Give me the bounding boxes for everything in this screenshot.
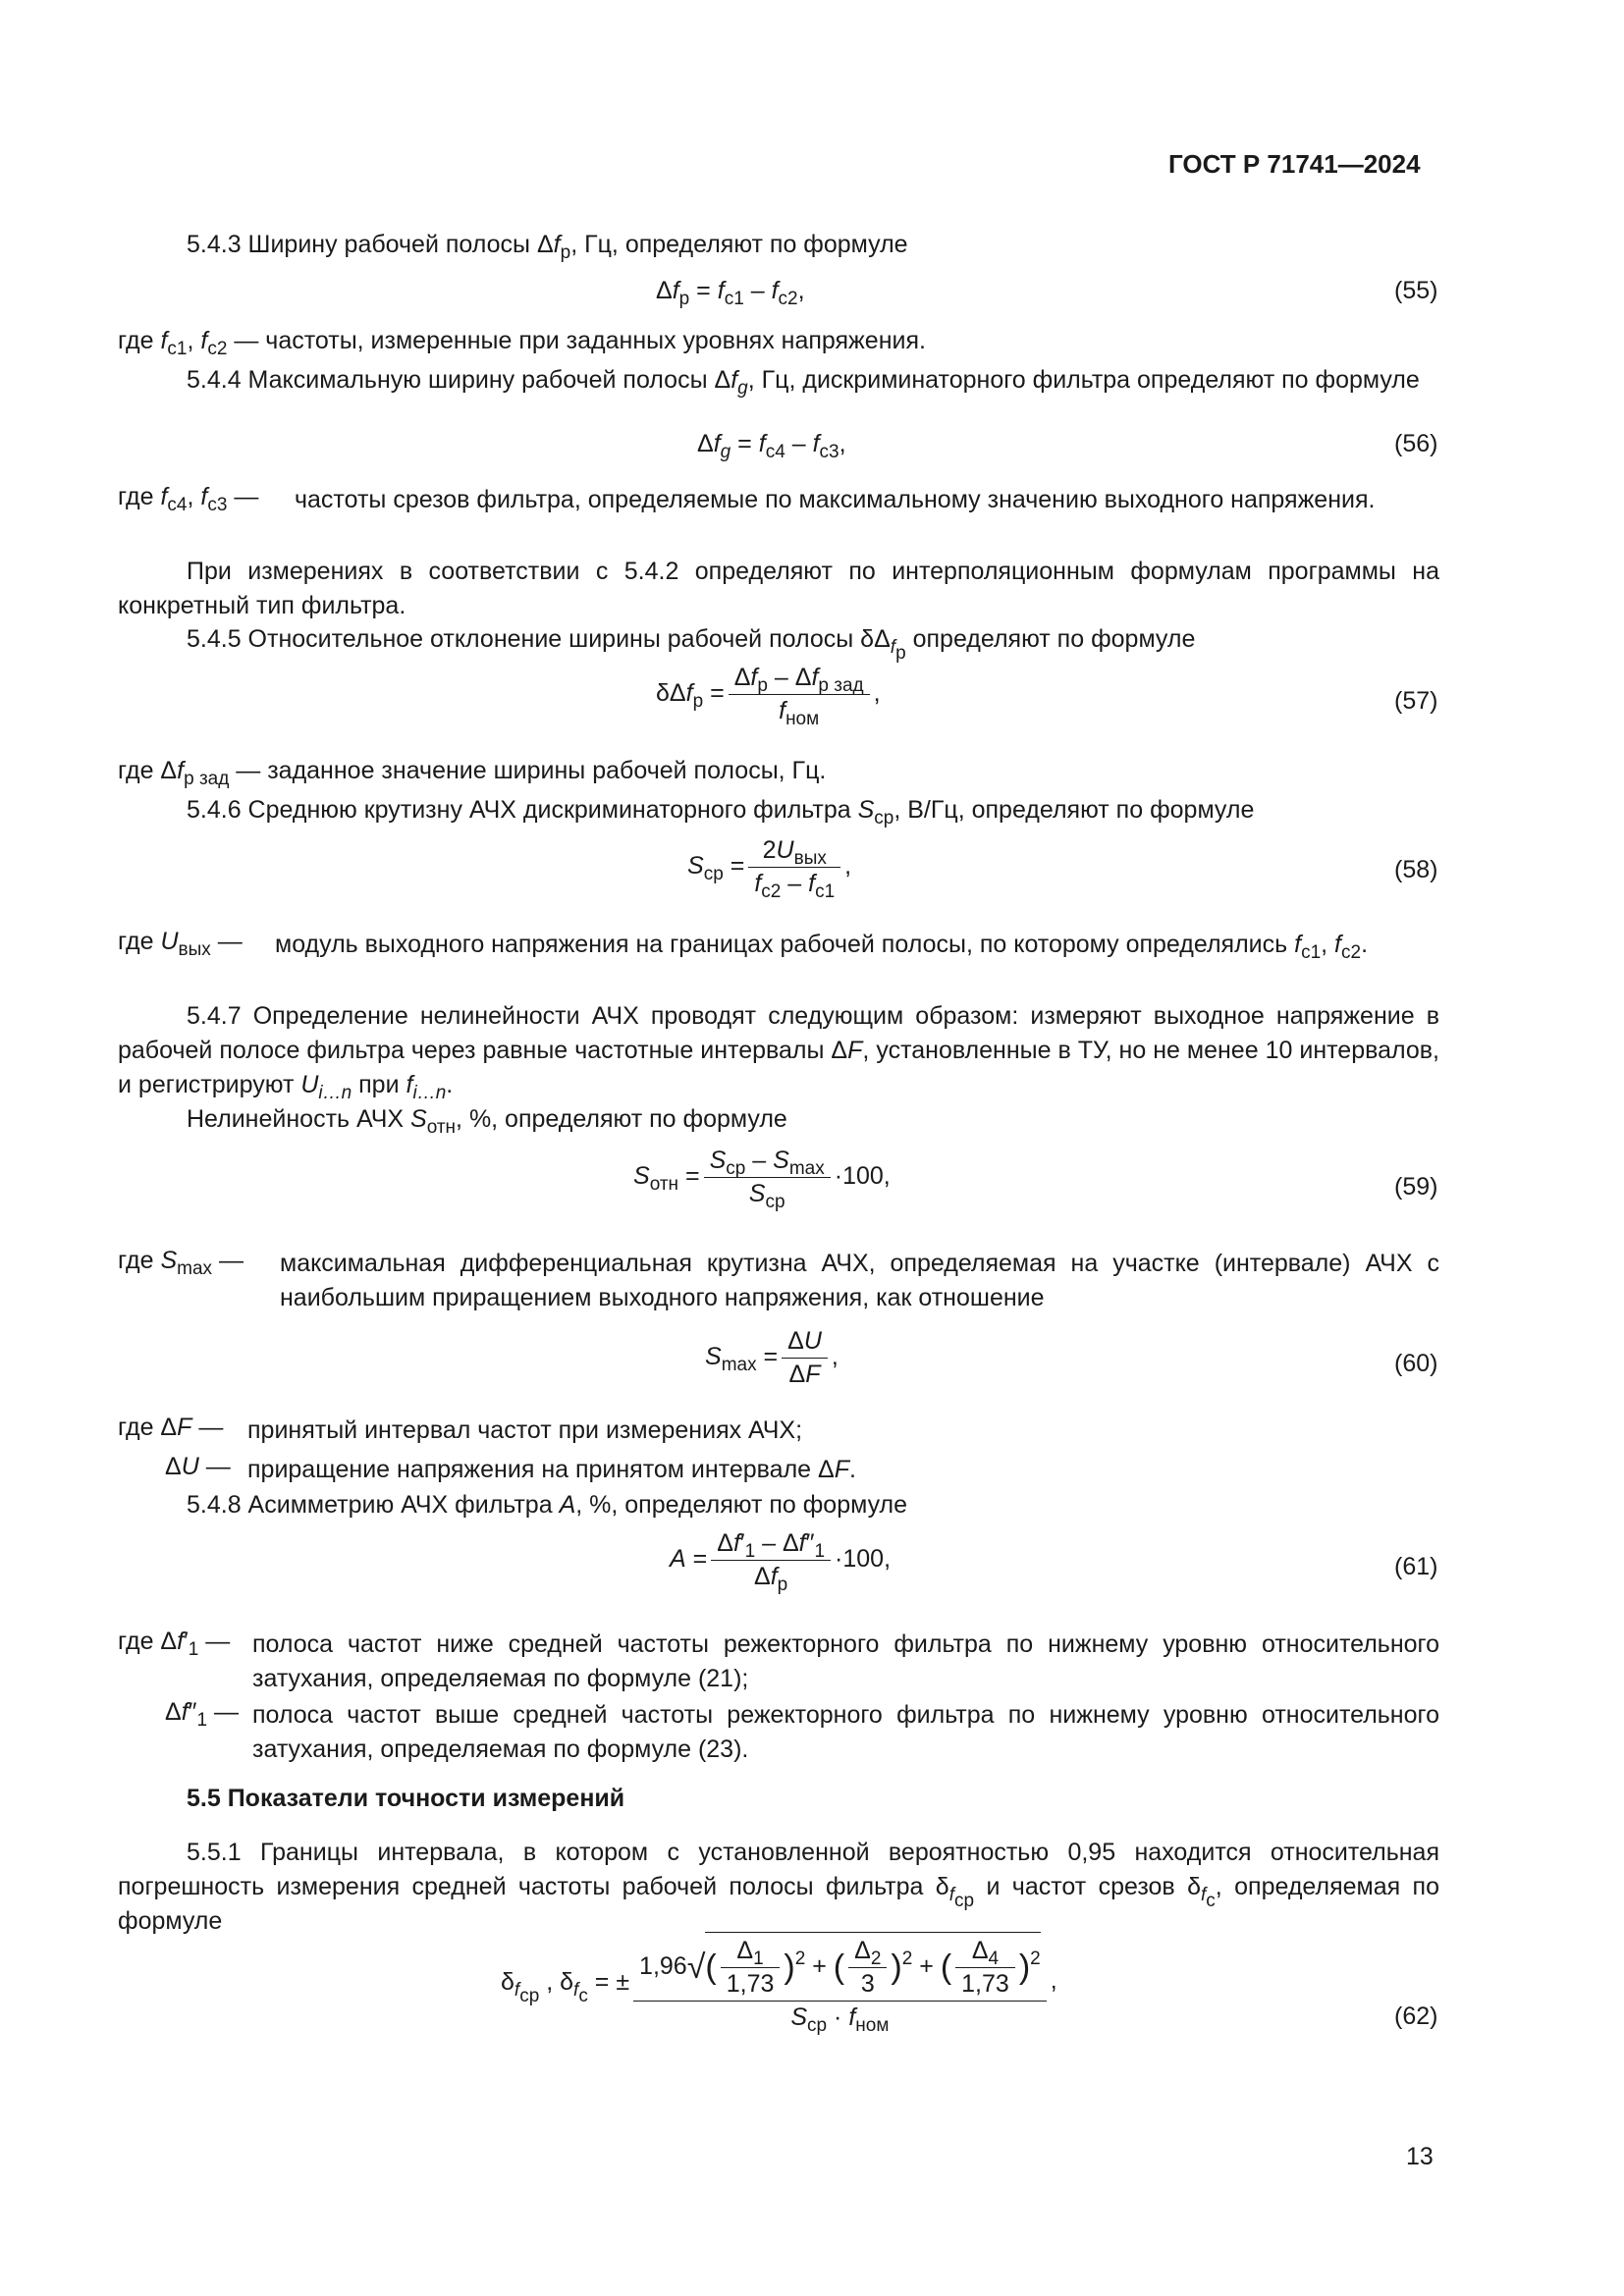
definition-57: где $\Delta f_{р зад}$ — заданное значение ширины рабочей полосы, Гц. bbox=[118, 757, 827, 789]
paragraph-5-4-3: 5.4.3 Ширину рабочей полосы $\Delta f_р$, Гц, определяют по формуле bbox=[187, 231, 908, 263]
formula-57: δΔf$_р$ = $\frac{\Delta f_р - \Delta f_{р зад}}{f_{ном}}$ , bbox=[656, 664, 881, 729]
formula-59: $S_{отн}$ = $\frac{S_{ср} - S_{max}}{S_{ср}}$ ·100, bbox=[633, 1147, 891, 1212]
formula-58: $S_{ср}$ = $\frac{2U_{вых}}{f_{с2} - f_{с1}}$ , bbox=[687, 836, 852, 902]
formula-number-62: (62) bbox=[1394, 2002, 1438, 2030]
paragraph-5-5-1: 5.5.1 Границы интервала, в котором с установленной вероятностью 0,95 находится относительная погрешность измерения средней частоты рабочей полосы фильтра $\delta_{f_{ср}}$ и частот срезов $\delta_{f_с}$, определяемая по формуле bbox=[118, 1839, 1439, 1935]
formula-number-59: (59) bbox=[1394, 1173, 1438, 1201]
definition-61-b: $\Delta f''_1$ — полоса частот выше средней частоты режекторного фильтра по нижнему уровню относительного затухания, определяемая по формуле (23). bbox=[165, 1698, 1439, 1763]
formula-62: $\delta_{f_{ср}}$ , $\delta_{f_с}$ = ± 1,96√( $\frac{\Delta_1}{1,73}$ )$^2$ + ( $\frac{\Delta_2}{3}$ )$^2$ + ( $\frac{\Delta_4}{1,73}$ )$^2$ $S_{ср} \cdot f_{ном}$ , bbox=[501, 1932, 1057, 2032]
paragraph-5-4-6: 5.4.6 Среднюю крутизну АЧХ дискриминаторного фильтра $S_{ср}$, В/Гц, определяют по формуле bbox=[187, 796, 1255, 828]
formula-number-56: (56) bbox=[1394, 430, 1438, 457]
paragraph-interpolation: При измерениях в соответствии с 5.4.2 определяют по интерполяционным формулам программы на конкретный тип фильтра. bbox=[118, 558, 1439, 619]
paragraph-nonlinearity: Нелинейность АЧХ $S_{отн}$, %, определяют по формуле bbox=[187, 1105, 787, 1138]
paragraph-5-4-7: 5.4.7 Определение нелинейности АЧХ проводят следующим образом: измеряют выходное напряжение в рабочей полосе фильтра через равные частотные интервалы ΔF, установленные в ТУ, но не менее 10 интервалов, и регистрируют $U_{i\dots n}$ при $f_{i\dots n}$. bbox=[118, 1002, 1440, 1103]
paragraph-5-4-5: 5.4.5 Относительное отклонение ширины рабочей полосы $\delta\Delta_{f_р}$ определяют по формуле bbox=[187, 625, 1196, 664]
definition-59: где $S_{max}$ — максимальная дифференциальная крутизна АЧХ, определяемая на участке (интервале) АЧХ с наибольшим приращением выходного напряжения, как отношение bbox=[118, 1247, 1439, 1311]
formula-55: $\Delta f_р = f_{с1} - f_{с2}$, bbox=[656, 277, 805, 309]
paragraph-5-4-8: 5.4.8 Асимметрию АЧХ фильтра A, %, определяют по формуле bbox=[187, 1491, 908, 1519]
formula-number-55: (55) bbox=[1394, 277, 1438, 304]
definition-55: где $f_{с1}$, $f_{с2}$ — частоты, измеренные при заданных уровнях напряжения. bbox=[118, 327, 926, 359]
definition-56: где $f_{с4}$, $f_{с3}$ — частоты срезов фильтра, определяемые по максимальному значению выходного напряжения. bbox=[118, 483, 1376, 515]
formula-number-58: (58) bbox=[1394, 856, 1438, 883]
document-header: ГОСТ Р 71741—2024 bbox=[1168, 149, 1421, 179]
formula-number-61: (61) bbox=[1394, 1553, 1438, 1580]
definition-60-b: ΔU — приращение напряжения на принятом интервале ΔF. bbox=[165, 1453, 856, 1483]
definition-61-a: где $\Delta f'_1$ — полоса частот ниже средней частоты режекторного фильтра по нижнему уровню относительного затухания, определяемая по формуле (21); bbox=[118, 1628, 1439, 1692]
definition-58: где $U_{вых}$ — модуль выходного напряжения на границах рабочей полосы, по которому определялись $f_{с1}$, $f_{с2}$. bbox=[118, 928, 1369, 963]
formula-61: A = $\frac{\Delta f'_1 - \Delta f''_1}{\Delta f_р}$ ·100, bbox=[670, 1529, 892, 1595]
paragraph-5-4-4: 5.4.4 Максимальную ширину рабочей полосы $\Delta f_g$, Гц, дискриминаторного фильтра определяют по формуле bbox=[187, 366, 1420, 399]
formula-56: $\Delta f_g = f_{с4} - f_{с3}$, bbox=[697, 430, 846, 462]
formula-60: $S_{max}$ = $\frac{\Delta U}{\Delta F}$ , bbox=[705, 1327, 839, 1388]
definition-60-a: где ΔF — принятый интервал частот при измерениях АЧХ; bbox=[118, 1414, 803, 1444]
section-heading-5-5: 5.5 Показатели точности измерений bbox=[187, 1785, 625, 1812]
page-number: 13 bbox=[1406, 2143, 1434, 2170]
formula-number-57: (57) bbox=[1394, 687, 1438, 715]
formula-number-60: (60) bbox=[1394, 1350, 1438, 1377]
